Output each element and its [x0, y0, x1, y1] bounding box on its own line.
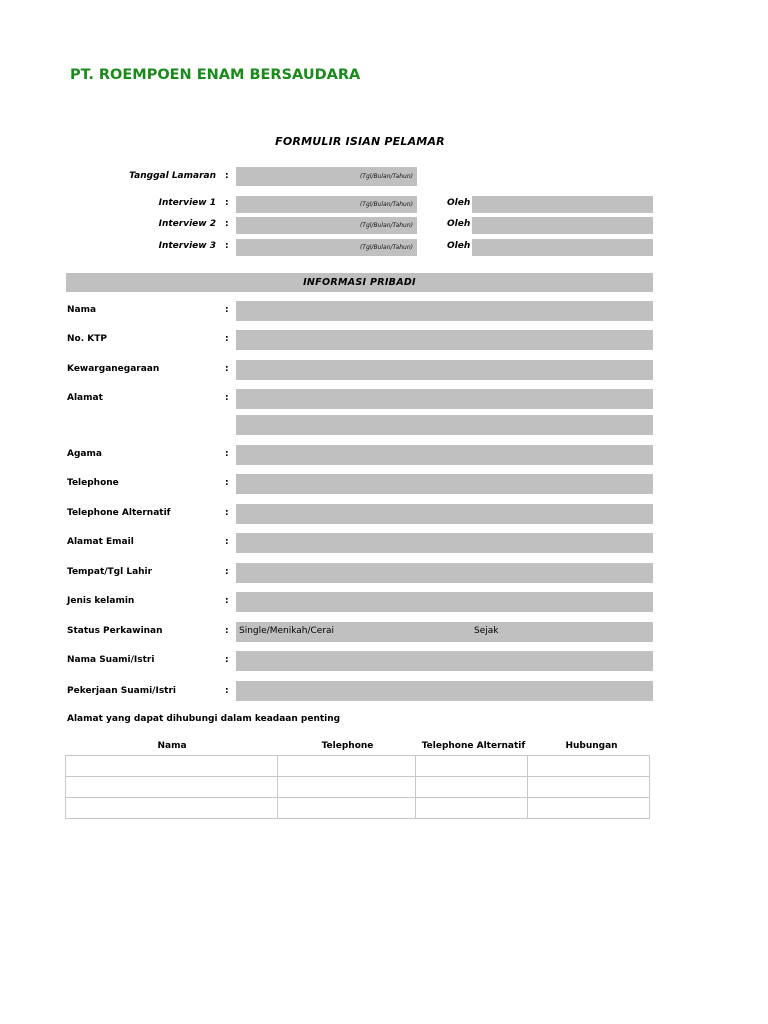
colon: : [225, 334, 229, 344]
tanggal-lamaran-label: Tanggal Lamaran [129, 171, 216, 181]
table-cell-nama[interactable] [66, 756, 278, 777]
interview-3-date-field[interactable] [236, 239, 417, 256]
colon: : [225, 198, 229, 208]
oleh-label: Oleh [447, 198, 471, 208]
interview-1-oleh-field[interactable] [472, 196, 653, 213]
jenis-kelamin-label: Jenis kelamin [67, 596, 135, 606]
tempat-tgl-lahir-field[interactable] [236, 563, 653, 583]
table-cell-telephone[interactable] [278, 756, 416, 777]
tanggal-lamaran-field[interactable] [236, 167, 417, 186]
alamat-label: Alamat [67, 393, 103, 403]
interview-2-label: Interview 2 [158, 219, 216, 229]
pekerjaan-suami-istri-field[interactable] [236, 681, 653, 701]
nama-field[interactable] [236, 301, 653, 321]
kewarganegaraan-label: Kewarganegaraan [67, 364, 160, 374]
nama-suami-istri-field[interactable] [236, 651, 653, 671]
kewarganegaraan-field[interactable] [236, 360, 653, 380]
table-cell-telephone[interactable] [278, 798, 416, 819]
interview-2-date-field[interactable] [236, 217, 417, 234]
oleh-label: Oleh [447, 241, 471, 251]
telephone-label: Telephone [67, 478, 119, 488]
interview-1-date-field[interactable] [236, 196, 417, 213]
interview-3-oleh-field[interactable] [472, 239, 653, 256]
email-field[interactable] [236, 533, 653, 553]
alamat-field-line-2[interactable] [236, 415, 653, 435]
table-cell-telephone-alternatif[interactable] [416, 756, 528, 777]
colon: : [225, 364, 229, 374]
colon: : [225, 508, 229, 518]
telephone-alternatif-label: Telephone Alternatif [67, 508, 171, 518]
table-row [66, 777, 650, 798]
table-row [66, 756, 650, 777]
colon: : [225, 449, 229, 459]
telephone-field[interactable] [236, 474, 653, 494]
colon: : [225, 686, 229, 696]
emergency-contact-table [65, 755, 650, 819]
agama-label: Agama [67, 449, 102, 459]
table-row [66, 798, 650, 819]
table-cell-hubungan[interactable] [528, 798, 650, 819]
ktp-label: No. KTP [67, 334, 107, 344]
interview-1-label: Interview 1 [158, 198, 216, 208]
colon: : [225, 537, 229, 547]
column-header-telephone-alternatif: Telephone Alternatif [421, 741, 526, 751]
colon: : [225, 219, 229, 229]
column-header-nama: Nama [157, 741, 187, 751]
alamat-field-line-1[interactable] [236, 389, 653, 409]
agama-field[interactable] [236, 445, 653, 465]
date-hint: (Tgl/Bulan/Tahun) [359, 173, 413, 180]
email-label: Alamat Email [67, 537, 134, 547]
table-cell-hubungan[interactable] [528, 777, 650, 798]
form-title: FORMULIR ISIAN PELAMAR [275, 135, 445, 148]
telephone-alternatif-field[interactable] [236, 504, 653, 524]
colon: : [225, 171, 229, 181]
table-cell-telephone[interactable] [278, 777, 416, 798]
jenis-kelamin-field[interactable] [236, 592, 653, 612]
table-cell-nama[interactable] [66, 798, 278, 819]
table-cell-nama[interactable] [66, 777, 278, 798]
date-hint: (Tgl/Bulan/Tahun) [359, 222, 413, 229]
interview-3-label: Interview 3 [158, 241, 216, 251]
company-name: PT. ROEMPOEN ENAM BERSAUDARA [70, 67, 361, 83]
table-cell-telephone-alternatif[interactable] [416, 798, 528, 819]
date-hint: (Tgl/Bulan/Tahun) [359, 201, 413, 208]
tempat-tgl-lahir-label: Tempat/Tgl Lahir [67, 567, 153, 577]
emergency-contact-note: Alamat yang dapat dihubungi dalam keadaan penting [67, 714, 341, 724]
colon: : [225, 393, 229, 403]
column-header-hubungan: Hubungan [565, 741, 618, 751]
colon: : [225, 478, 229, 488]
ktp-field[interactable] [236, 330, 653, 350]
colon: : [225, 567, 229, 577]
nama-suami-istri-label: Nama Suami/Istri [67, 655, 155, 665]
date-hint: (Tgl/Bulan/Tahun) [359, 244, 413, 251]
oleh-label: Oleh [447, 219, 471, 229]
sejak-label: Sejak [474, 626, 499, 636]
status-perkawinan-field[interactable] [236, 622, 653, 642]
colon: : [225, 305, 229, 315]
nama-label: Nama [67, 305, 97, 315]
interview-2-oleh-field[interactable] [472, 217, 653, 234]
column-header-telephone: Telephone [321, 741, 374, 751]
pekerjaan-suami-istri-label: Pekerjaan Suami/Istri [67, 686, 177, 696]
colon: : [225, 596, 229, 606]
table-cell-hubungan[interactable] [528, 756, 650, 777]
status-perkawinan-label: Status Perkawinan [67, 626, 163, 636]
colon: : [225, 655, 229, 665]
status-options-text: Single/Menikah/Cerai [239, 626, 335, 636]
table-cell-telephone-alternatif[interactable] [416, 777, 528, 798]
colon: : [225, 626, 229, 636]
colon: : [225, 241, 229, 251]
section-header-informasi-pribadi: INFORMASI PRIBADI [66, 273, 653, 292]
